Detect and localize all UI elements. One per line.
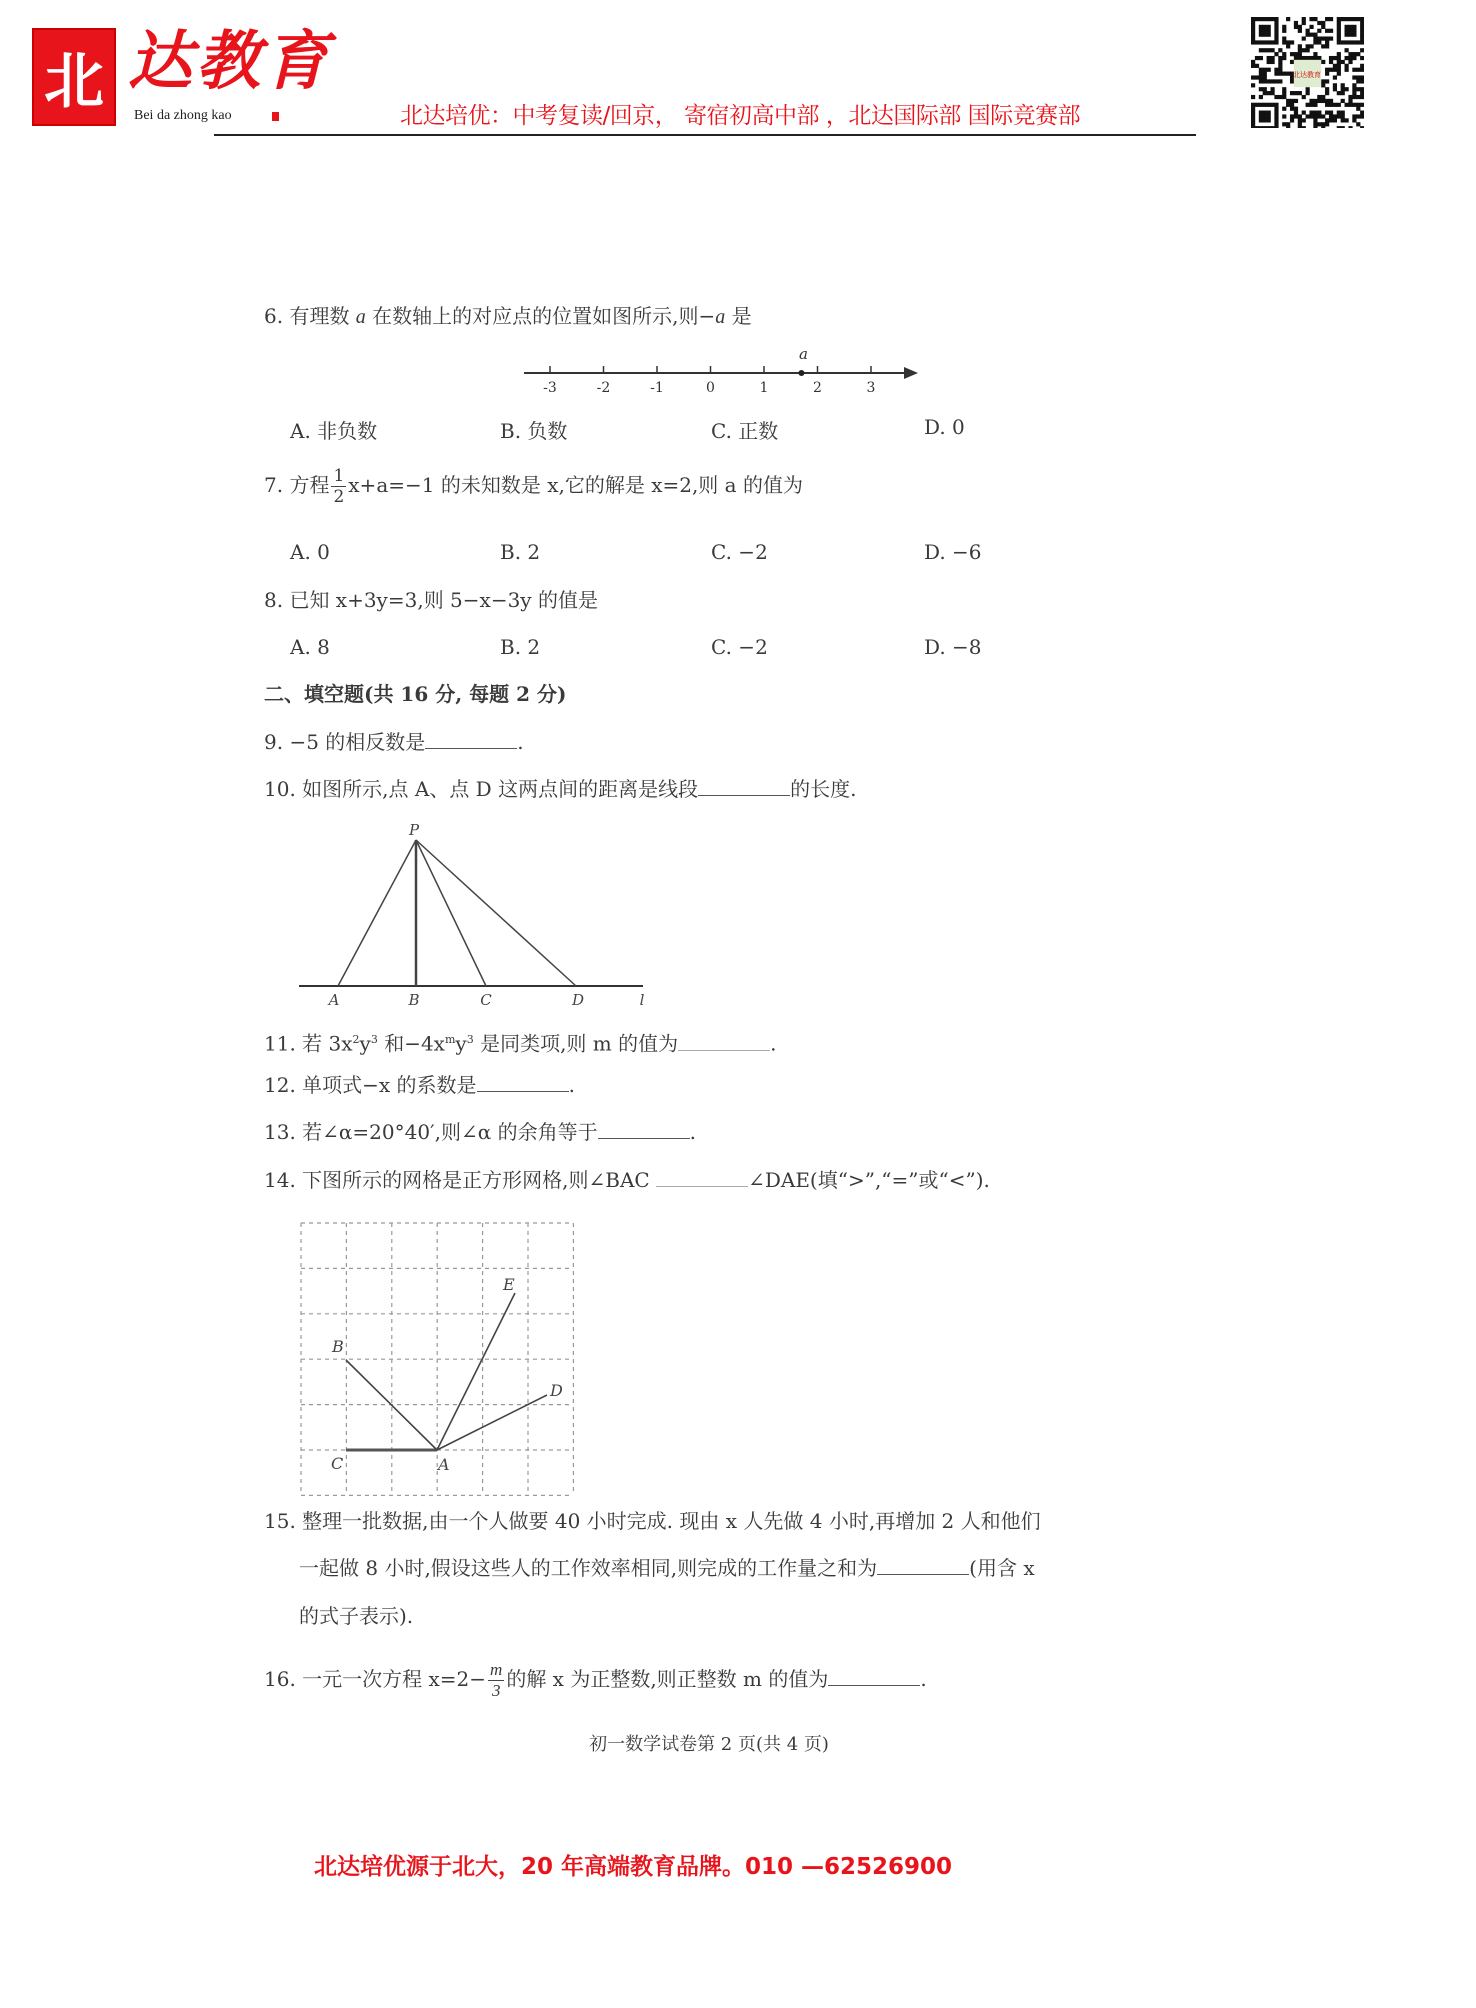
page-footer: 初一数学试卷第 2 页(共 4 页) <box>589 1734 829 1755</box>
q6-option-d: D. 0 <box>924 415 965 439</box>
label-d: D <box>571 991 585 1009</box>
segment-pc <box>416 840 486 986</box>
q7-option-d: D. −6 <box>924 540 982 564</box>
tick-label: -1 <box>650 380 664 396</box>
q6-option-b: B. 负数 <box>500 419 568 443</box>
q8-option-d: D. −8 <box>924 635 982 659</box>
question-12: 12. 单项式−x 的系数是 . <box>264 1073 575 1097</box>
tick-label: 2 <box>813 380 822 396</box>
label-c: C <box>480 991 492 1009</box>
answer-blank <box>477 1073 569 1092</box>
q7-text-b: x+a=−1 的未知数是 x,它的解是 x=2,则 a 的值为 <box>348 473 803 497</box>
point-a-label: a <box>798 345 808 363</box>
question-16: 16. 一元一次方程 x=2− $\frac{m}{3}$ 的解 x 为正整数,则正整数 m 的值为 . <box>264 1660 927 1700</box>
label-d: D <box>550 1381 563 1400</box>
point-a-dot <box>798 370 804 376</box>
section-heading: 二、填空题(共 16 分, 每题 2 分) <box>264 682 567 706</box>
question-7 <box>264 466 803 507</box>
q6-var: a <box>355 306 366 328</box>
q16-fraction: $\frac{m}{3}$ <box>490 1660 503 1700</box>
qr-center-logo: 北达教育 <box>1293 71 1321 79</box>
q6-option-c: C. 正数 <box>711 419 779 443</box>
q6-option-a: A. 非负数 <box>290 419 378 443</box>
figure-triangle-lines <box>290 820 660 1010</box>
answer-blank <box>425 730 517 749</box>
answer-blank <box>598 1120 690 1139</box>
q7-option-b: B. 2 <box>500 540 541 564</box>
label-e: E <box>503 1275 515 1294</box>
q7-text: 7. 方程 <box>264 473 330 497</box>
label-p: P <box>408 821 420 839</box>
number-line <box>520 340 920 400</box>
answer-blank <box>656 1168 748 1187</box>
segment-ad <box>437 1395 547 1450</box>
label-a: A <box>438 1455 450 1474</box>
tick-label: 1 <box>759 380 769 396</box>
logo-mark: 北 <box>32 28 116 126</box>
label-b: B <box>332 1337 344 1356</box>
question-15-line-1: 15. 整理一批数据,由一个人做要 40 小时完成. 现由 x 人先做 4 小时,再增加 2 人和他们 <box>264 1509 1041 1533</box>
q8-option-b: B. 2 <box>500 635 541 659</box>
question-13: 13. 若∠α=20°40′,则∠α 的余角等于 . <box>264 1120 696 1144</box>
question-10: 10. 如图所示,点 A、点 D 这两点间的距离是线段 的长度. <box>264 777 857 801</box>
q6-text: 6. 有理数 <box>264 304 356 328</box>
answer-blank <box>828 1667 920 1686</box>
segment-pa <box>338 840 416 986</box>
answer-blank <box>698 777 790 796</box>
q7-option-c: C. −2 <box>711 540 768 564</box>
question-8: 8. 已知 x+3y=3,则 5−x−3y 的值是 <box>264 588 598 612</box>
q8-option-a: A. 8 <box>290 635 330 659</box>
answer-blank <box>877 1556 969 1575</box>
q8-option-c: C. −2 <box>711 635 768 659</box>
qr-code <box>1251 17 1364 128</box>
q6-text-c: 是 <box>725 304 752 328</box>
question-9: 9. −5 的相反数是 . <box>264 730 524 754</box>
question-11: 11. 若 $3x^2y^3$ 和$-4x^my^3$ 是同类项,则 m 的值为 . <box>264 1031 777 1056</box>
q6-text-b: 在数轴上的对应点的位置如图所示,则− <box>365 304 716 328</box>
logo-subtitle: Bei da zhong kao <box>134 108 232 123</box>
label-a: A <box>328 991 340 1009</box>
logo-text: 达教育 <box>128 24 332 99</box>
question-15-line-2: 一起做 8 小时,假设这些人的工作效率相同,则完成的工作量之和为 (用含 x <box>299 1556 1035 1580</box>
question-15-line-3: 的式子表示). <box>299 1604 414 1628</box>
question-14: 14. 下图所示的网格是正方形网格,则∠BAC ∠DAE(填“>”,“=”或“<”). <box>264 1168 990 1192</box>
header-slogan: 北达培优：中考复读/回京， 寄宿初高中部 ，北达国际部 国际竞赛部 <box>400 103 1081 129</box>
q7-fraction: $\frac{1}{2}$ <box>333 466 345 507</box>
q7-option-a: A. 0 <box>290 540 330 564</box>
answer-blank <box>678 1032 770 1051</box>
arrow-head-icon <box>904 367 918 379</box>
figure-grid-angles <box>296 1218 586 1503</box>
label-c: C <box>331 1454 344 1473</box>
qr-code-graphic <box>1251 17 1364 128</box>
q6-var2: a <box>715 306 726 328</box>
question-6 <box>264 303 752 330</box>
segment-ae <box>437 1293 515 1450</box>
tick-label: 0 <box>706 380 715 396</box>
tick-label: 3 <box>866 380 876 396</box>
label-b: B <box>408 991 420 1009</box>
label-l: l <box>639 991 645 1009</box>
bottom-banner: 北达培优源于北大，20 年高端教育品牌。010 —62526900 <box>314 1854 953 1880</box>
logo-square <box>272 112 279 121</box>
header-rule <box>214 134 1196 136</box>
tick-label: -3 <box>543 380 557 396</box>
segment-pd <box>416 840 576 986</box>
tick-label: -2 <box>596 380 611 396</box>
